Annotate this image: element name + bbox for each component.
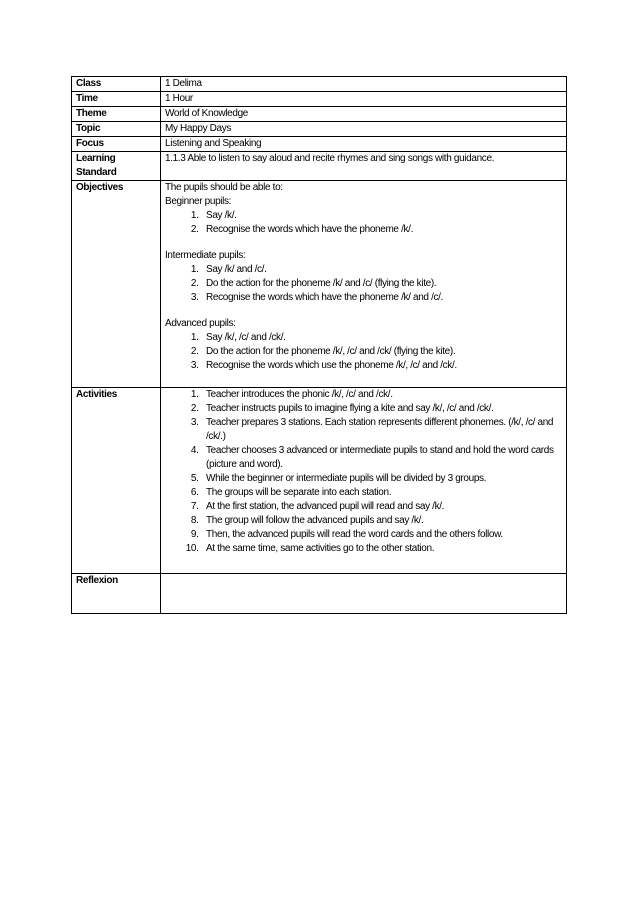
time-label: Time: [72, 92, 161, 107]
list-item: 1. Say /k/ and /c/.: [201, 263, 562, 277]
list-item: 5. While the beginner or intermediate pupils will be divided by 3 groups.: [201, 472, 562, 486]
class-row: [72, 77, 567, 92]
activities-content: [161, 388, 567, 574]
beginner-heading: Beginner pupils:: [165, 196, 232, 207]
objectives-content: [161, 181, 567, 388]
list-item: 3. Teacher prepares 3 stations. Each station represents different phonemes. (/k/, /c/ and /ck/.): [201, 416, 562, 444]
learning-standard-label-line1: Learning: [76, 153, 116, 164]
topic-label: Topic: [72, 122, 161, 137]
list-item: 4. Teacher chooses 3 advanced or intermediate pupils to stand and hold the word cards (picture and word).: [201, 444, 562, 472]
learning-standard-value: 1.1.3 Able to listen to say aloud and recite rhymes and sing songs with guidance.: [161, 152, 567, 181]
learning-standard-row: [72, 152, 567, 181]
activities-row: [72, 388, 567, 574]
focus-value: Listening and Speaking: [161, 137, 567, 152]
topic-row: [72, 122, 567, 137]
list-item: 6. The groups will be separate into each station.: [201, 486, 562, 500]
list-item: 2. Teacher instructs pupils to imagine flying a kite and say /k/, /c/ and /ck/.: [201, 402, 562, 416]
theme-row: [72, 107, 567, 122]
reflexion-row: [72, 574, 567, 614]
class-label: Class: [72, 77, 161, 92]
list-item: 10. At the same time, same activities go to the other station.: [201, 542, 562, 556]
reflexion-value: [161, 574, 567, 614]
advanced-list: [165, 331, 562, 373]
lesson-plan-table: [71, 76, 567, 614]
time-row: [72, 92, 567, 107]
focus-label: Focus: [72, 137, 161, 152]
list-item: 9. Then, the advanced pupils will read the word cards and the others follow.: [201, 528, 562, 542]
list-item: 8. The group will follow the advanced pupils and say /k/.: [201, 514, 562, 528]
list-item: 1. Teacher introduces the phonic /k/, /c/ and /ck/.: [201, 388, 562, 402]
class-value: 1 Delima: [161, 77, 567, 92]
focus-row: [72, 137, 567, 152]
list-item: 2. Do the action for the phoneme /k/, /c/ and /ck/ (flying the kite).: [201, 345, 562, 359]
list-item: 3. Recognise the words which have the phoneme /k/ and /c/.: [201, 291, 562, 305]
beginner-list: [165, 209, 562, 237]
learning-standard-label: [72, 152, 161, 181]
list-item: 2. Do the action for the phoneme /k/ and /c/ (flying the kite).: [201, 277, 562, 291]
activities-label: Activities: [72, 388, 161, 574]
learning-standard-label-line2: Standard: [76, 167, 117, 178]
advanced-heading: Advanced pupils:: [165, 318, 236, 329]
list-item: 2. Recognise the words which have the phoneme /k/.: [201, 223, 562, 237]
reflexion-label: Reflexion: [72, 574, 161, 614]
list-item: 1. Say /k/.: [201, 209, 562, 223]
objectives-row: [72, 181, 567, 388]
theme-label: Theme: [72, 107, 161, 122]
objectives-intro: The pupils should be able to:: [165, 182, 283, 193]
objectives-label: Objectives: [72, 181, 161, 388]
list-item: 1. Say /k/, /c/ and /ck/.: [201, 331, 562, 345]
topic-value: My Happy Days: [161, 122, 567, 137]
list-item: 7. At the first station, the advanced pupil will read and say /k/.: [201, 500, 562, 514]
time-value: 1 Hour: [161, 92, 567, 107]
theme-value: World of Knowledge: [161, 107, 567, 122]
list-item: 3. Recognise the words which use the phoneme /k/, /c/ and /ck/.: [201, 359, 562, 373]
activities-list: [165, 388, 562, 556]
intermediate-list: [165, 263, 562, 305]
intermediate-heading: Intermediate pupils:: [165, 250, 246, 261]
